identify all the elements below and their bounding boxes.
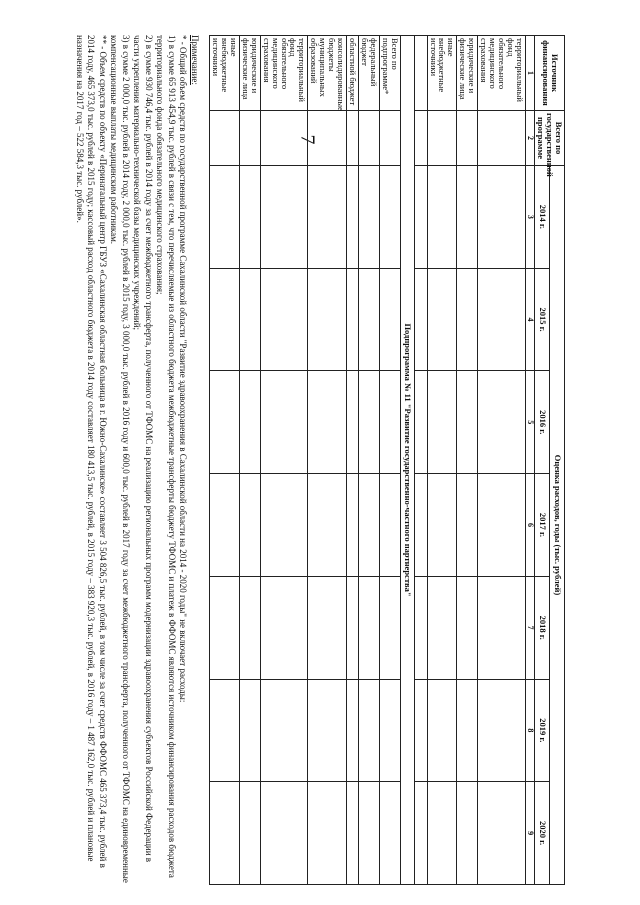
- table-cell: [427, 371, 457, 474]
- column-number: 4: [525, 268, 534, 371]
- table-cell: [210, 371, 240, 474]
- row-label: иные внебюджетные источники: [210, 36, 240, 111]
- table-cell: [359, 679, 380, 782]
- table-cell: [427, 166, 457, 269]
- table-cell: [359, 268, 380, 371]
- table-cell: [457, 371, 478, 474]
- table-cell: [379, 371, 400, 474]
- table-cell: [414, 268, 427, 371]
- table-row: [478, 36, 526, 885]
- table-cell: [308, 679, 347, 782]
- subprogram-title: Подпрограмма № 11 "Развитие государственно-частного партнерства": [400, 36, 414, 885]
- table-cell: [478, 111, 526, 166]
- column-number: 1: [525, 36, 534, 111]
- column-number: 3: [525, 166, 534, 269]
- table-cell: [414, 679, 427, 782]
- column-number: 6: [525, 474, 534, 577]
- table-cell: [414, 111, 427, 166]
- table-cell: [239, 474, 260, 577]
- table-cell: [478, 782, 526, 885]
- table-cell: [379, 679, 400, 782]
- table-cell: [427, 679, 457, 782]
- table-cell: [379, 576, 400, 679]
- table-cell: [359, 371, 380, 474]
- table-cell: [478, 268, 526, 371]
- table-cell: [427, 268, 457, 371]
- table-cell: [427, 782, 457, 885]
- table-cell: [457, 111, 478, 166]
- table-cell: [308, 268, 347, 371]
- table-cell: [210, 166, 240, 269]
- table-cell: [414, 782, 427, 885]
- table-cell: [414, 576, 427, 679]
- note-line: 3) в сумме 2 000,0 тыс. рублей в 2014 году, 2 000,0 тыс. рублей в 2015 году, 3 000,0 тыс. рублей в 2016 году и 600,0 тыс. рублей в 2017 году за счет межбюджетного трансферта, полученного от ТФОМС на единовременные компенсационные выплаты медицинским работникам.: [109, 35, 131, 883]
- table-cell: [308, 371, 347, 474]
- table-cell: [379, 474, 400, 577]
- table-cell: [347, 166, 359, 269]
- note-line: * - Общий объем средств по государственной программе Сахалинской области "Развитие здравоохранения в Сахалинской области на 2014 - 2020 годы" не включает расходы:: [178, 35, 189, 703]
- table-cell: [239, 166, 260, 269]
- page-number: 7: [296, 134, 319, 145]
- table-cell: [210, 474, 240, 577]
- table-cell: [260, 782, 308, 885]
- row-label: юридические и физические лица: [457, 36, 478, 111]
- column-number: 5: [525, 371, 534, 474]
- table-cell: [347, 371, 359, 474]
- table-cell: [308, 166, 347, 269]
- table-cell: [457, 782, 478, 885]
- row-label: территориальный фонд обязательного медицинского страхования: [260, 36, 308, 111]
- column-number: 8: [525, 679, 534, 782]
- table-cell: [347, 679, 359, 782]
- table-cell: [359, 576, 380, 679]
- row-label: консолидированные бюджеты муниципальных образований: [308, 36, 347, 111]
- year-header: 2015 г.: [535, 268, 550, 371]
- notes-title: Примечание:: [190, 35, 200, 85]
- blank-row: [414, 36, 427, 885]
- table-cell: [414, 166, 427, 269]
- year-header: 2019 г.: [535, 679, 550, 782]
- table-cell: [308, 474, 347, 577]
- table-cell: [260, 268, 308, 371]
- table-cell: [478, 474, 526, 577]
- table-row: [239, 36, 260, 885]
- header-source: Источник финансирования: [535, 36, 565, 111]
- note-line: 1) в сумме 65 913 454,9 тыс. рублей в связи с тем, что перечисляемые из областного бюджета межбюджетные трансферты бюджету ТФОМС и платеж в ФФОМС являются источником финансирования расходов бюджета территориального фонда обязательного медицинского страхования;: [155, 35, 177, 878]
- table-cell: [260, 111, 308, 166]
- financing-table: [209, 35, 565, 885]
- table-cell: [308, 576, 347, 679]
- header-estimate: Оценка расходов, годы (тыс. рублей): [550, 166, 565, 885]
- table-cell: [478, 679, 526, 782]
- table-cell: [210, 679, 240, 782]
- table-cell: [347, 111, 359, 166]
- table-cell: [379, 166, 400, 269]
- table-cell: [379, 782, 400, 885]
- table-cell: [379, 268, 400, 371]
- table-row: [210, 36, 240, 885]
- table-cell: [457, 576, 478, 679]
- table-cell: [308, 782, 347, 885]
- table-cell: [427, 111, 457, 166]
- table-cell: [478, 371, 526, 474]
- column-number: 2: [525, 111, 534, 166]
- table-cell: [260, 371, 308, 474]
- note-line: 2) в сумме 930 746,4 тыс. рублей в 2014 году за счет межбюджетного трансферта, полученного от ТФОМС на реализацию региональных программ модернизации здравоохранения субъектов Российской Федерации в части укрепления материально-технической базы медицинских учреждений;: [132, 35, 154, 863]
- table-cell: [347, 268, 359, 371]
- table-cell: [260, 576, 308, 679]
- table-cell: [260, 166, 308, 269]
- table-cell: [260, 679, 308, 782]
- row-label: территориальный фонд обязательного медицинского страхования: [478, 36, 526, 111]
- row-label: областной бюджет: [347, 36, 359, 111]
- table-cell: [359, 166, 380, 269]
- table-row: [260, 36, 308, 885]
- row-label: иные внебюджетные источники: [427, 36, 457, 111]
- table-row: [359, 36, 380, 885]
- column-number: 7: [525, 576, 534, 679]
- table-cell: [347, 576, 359, 679]
- table-cell: [347, 782, 359, 885]
- table-row: [427, 36, 457, 885]
- header-total: Всего по государственной программе: [535, 111, 565, 166]
- row-label: федеральный бюджет: [359, 36, 380, 111]
- table-cell: [457, 166, 478, 269]
- notes: [73, 35, 200, 885]
- column-number: 9: [525, 782, 534, 885]
- table-cell: [239, 111, 260, 166]
- table-cell: [359, 111, 380, 166]
- table-row: [308, 36, 347, 885]
- row-label: Всего по подпрограмме*: [379, 36, 400, 111]
- table-row: [457, 36, 478, 885]
- table-cell: [457, 268, 478, 371]
- table-cell: [478, 166, 526, 269]
- table-cell: [308, 111, 347, 166]
- note-line: ** - Объем средств по объекту «Перинатальный центр ГБУЗ «Сахалинская областная больница в г. Южно-Сахалинске» составляет 3 504 826,5 тыс. рублей, в том числе за счет средств ФФОМС 465 373,4 тыс. рублей в 2014 году, 465 373,0 тыс. рублей в 2015 году; кассовый расход областного бюджета в 2014 году составляет 180 413,5 тыс. рублей, в 2015 году – 383 920,3 тыс. рублей, в 2016 году – 1 487 162,0 тыс. рублей и плановые назначения на 2017 год – 522 584,3 тыс. рублей».: [74, 35, 108, 868]
- table-cell: [239, 576, 260, 679]
- table-row: [347, 36, 359, 885]
- year-header: 2017 г.: [535, 474, 550, 577]
- year-header: 2014 г.: [535, 166, 550, 269]
- year-header: 2016 г.: [535, 371, 550, 474]
- rotated-page-content: [50, 35, 570, 885]
- table-cell: [359, 782, 380, 885]
- table-cell: [239, 371, 260, 474]
- table-cell: [210, 111, 240, 166]
- table-cell: [427, 474, 457, 577]
- table-cell: [210, 782, 240, 885]
- table-cell: [359, 474, 380, 577]
- row-label: юридические и физические лица: [239, 36, 260, 111]
- table-cell: [239, 679, 260, 782]
- table-cell: [414, 371, 427, 474]
- table-row: [379, 36, 400, 885]
- table-cell: [414, 474, 427, 577]
- table-cell: [210, 268, 240, 371]
- table-cell: [427, 576, 457, 679]
- table-cell: [478, 576, 526, 679]
- table-cell: [239, 268, 260, 371]
- year-header: 2018 г.: [535, 576, 550, 679]
- table-cell: [239, 782, 260, 885]
- table-cell: [414, 36, 427, 111]
- table-cell: [457, 474, 478, 577]
- table-cell: [210, 576, 240, 679]
- table-cell: [379, 111, 400, 166]
- table-cell: [260, 474, 308, 577]
- table-cell: [347, 474, 359, 577]
- year-header: 2020 г.: [535, 782, 550, 885]
- table-cell: [457, 679, 478, 782]
